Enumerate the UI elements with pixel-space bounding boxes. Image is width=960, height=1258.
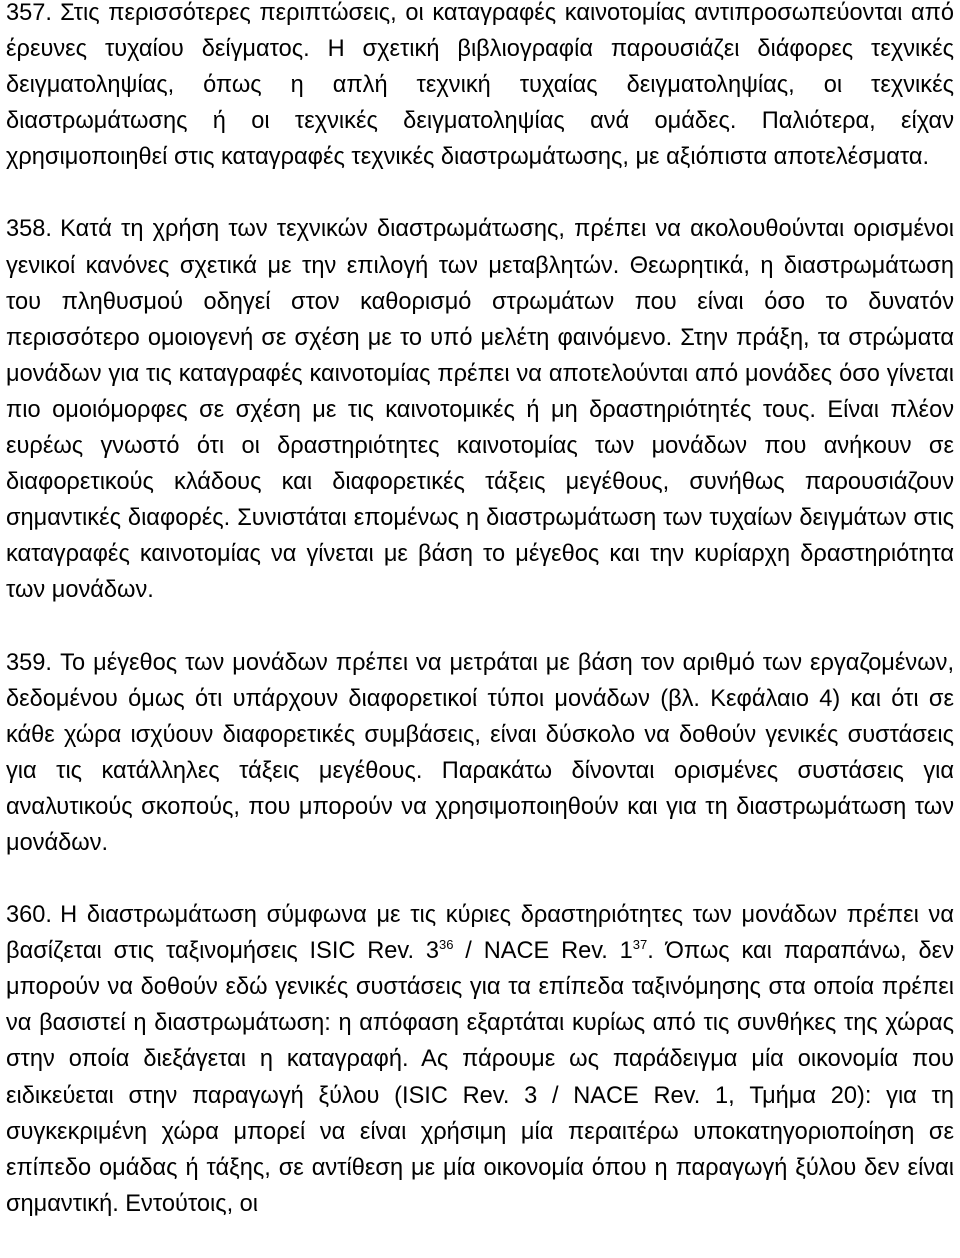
footnote-ref-36[interactable]: 36 xyxy=(439,937,454,953)
paragraph-text-part: . Όπως και παραπάνω, δεν μπορούν να δοθούν εδώ γενικές συστάσεις για τα επίπεδα ταξινόμησης στα οποία πρέπει να βασιστεί η διαστρωμάτωση: η απόφαση εξαρτάται κυρίως από τις συνθήκες της χώρας στην οποία διεξάγεται η καταγραφή. Ας πάρουμε ως παράδειγμα μία οικονομία που ειδικεύεται στην παραγωγή ξύλου (ISIC Rev. 3 / NACE Rev. 1, Τμήμα 20): για τη συγκεκριμένη χώρα μπορεί να είναι χρήσιμη μία περαιτέρω υποκατηγοριοποίηση σε επίπεδο ομάδας ή τάξης, σε αντίθεση με μία οικονομία όπου η παραγωγή ξύλου δεν είναι σημαντική. Εντούτοις, οι xyxy=(6,938,955,1217)
paragraph-360 xyxy=(6,897,954,1222)
paragraph-number: 359. xyxy=(6,649,52,676)
paragraph-number: 357. xyxy=(6,0,52,26)
paragraph-358 xyxy=(6,211,954,608)
paragraph-357 xyxy=(6,0,954,175)
paragraph-359 xyxy=(6,645,954,862)
footnote-ref-37[interactable]: 37 xyxy=(632,937,648,953)
paragraph-text: Κατά τη χρήση των τεχνικών διαστρωμάτωσης, πρέπει να ακολουθούνται ορισμένοι γενικοί κανόνες σχετικά με την επιλογή των μεταβλητών. Θεωρητικά, η διαστρωμάτωση του πληθυσμού οδηγεί στον καθορισμό στρωμάτων που είναι όσο το δυνατόν περισσότερο ομοιογενή σε σχέση με το υπό μελέτη φαινόμενο. Στην πράξη, τα στρώματα μονάδων για τις καταγραφές καινοτομίας πρέπει να αποτελούνται από μονάδες όσο γίνεται πιο ομοιόμορφες σε σχέση με τις καινοτομικές ή μη δραστηριότητές τους. Είναι πλέον ευρέως γνωστό ότι οι δραστηριότητες καινοτομίας των μονάδων που ανήκουν σε διαφορετικούς κλάδους και διαφορετικές τάξεις μεγέθους, συνήθως παρουσιάζουν σημαντικές διαφορές. Συνιστάται επομένως η διαστρωμάτωση των τυχαίων δειγμάτων στις καταγραφές καινοτομίας να γίνεται με βάση το μέγεθος και την κυρίαρχη δραστηριότητα των μονάδων. xyxy=(6,216,954,604)
paragraph-text-part: / NACE Rev. 1 xyxy=(453,938,633,965)
paragraph-text-part: Η διαστρωμάτωση σύμφωνα με τις κύριες δραστηριότητες των μονάδων πρέπει να βασίζεται στις ταξινομήσεις ISIC Rev. 3 xyxy=(6,902,954,965)
paragraph-number: 358. xyxy=(6,216,52,243)
paragraph-number: 360. xyxy=(6,902,52,929)
paragraph-text: Στις περισσότερες περιπτώσεις, οι καταγραφές καινοτομίας αντιπροσωπεύονται από έρευνες τυχαίου δείγματος. Η σχετική βιβλιογραφία παρουσιάζει διάφορες τεχνικές δειγματοληψίας, όπως η απλή τεχνική τυχαίας δειγματοληψίας, οι τεχνικές διαστρωμάτωσης ή οι τεχνικές δειγματοληψίας ανά ομάδες. Παλιότερα, είχαν χρησιμοποιηθεί στις καταγραφές τεχνικές διαστρωμάτωσης, με αξιόπιστα αποτελέσματα. xyxy=(6,0,954,171)
paragraph-text: Το μέγεθος των μονάδων πρέπει να μετράται με βάση τον αριθμό των εργαζομένων, δεδομένου όμως ότι υπάρχουν διαφορετικοί τύποι μονάδων (βλ. Κεφάλαιο 4) και ότι σε κάθε χώρα ισχύουν διαφορετικές συμβάσεις, είναι δύσκολο να δοθούν γενικές συστάσεις για τις κατάλληλες τάξεις μεγέθους. Παρακάτω δίνονται ορισμένες συστάσεις για αναλυτικούς σκοπούς, που μπορούν να χρησιμοποιηθούν και για τη διαστρωμάτωση των μονάδων. xyxy=(6,649,954,856)
document-page xyxy=(6,0,954,1258)
